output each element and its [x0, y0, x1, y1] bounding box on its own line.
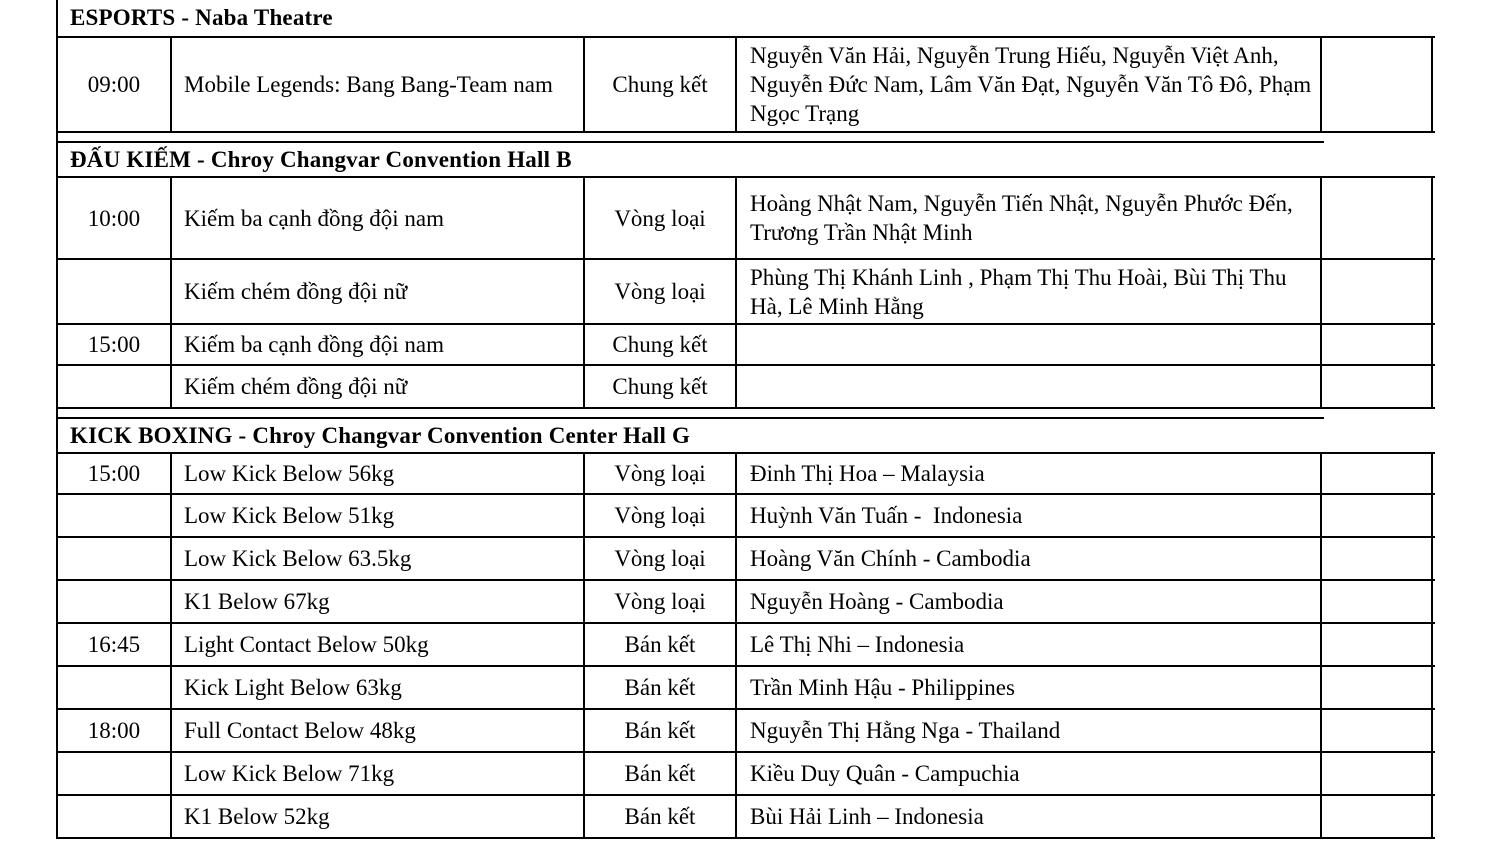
round-cell: [585, 581, 737, 622]
section-dau-kiem: [56, 141, 1435, 409]
event-cell: [172, 710, 585, 751]
schedule-row: [56, 538, 1435, 581]
event-cell: [172, 260, 585, 323]
empty-cell: [1322, 260, 1433, 323]
event-cell: [172, 667, 585, 708]
participants-text: Huỳnh Văn Tuấn - Indonesia: [750, 503, 1023, 528]
section-header-dau-kiem: [56, 141, 1324, 176]
round-cell: [585, 796, 737, 837]
round-text: Vòng loại: [614, 546, 706, 571]
round-text: Vòng loại: [614, 461, 706, 486]
event-text: Full Contact Below 48kg: [184, 718, 416, 743]
empty-cell: [1322, 581, 1433, 622]
participants-text: Hoàng Văn Chính - Cambodia: [750, 546, 1031, 571]
empty-cell: [1322, 667, 1433, 708]
event-text: K1 Below 67kg: [184, 589, 330, 614]
schedule-row: [56, 452, 1435, 495]
empty-cell: [1322, 454, 1433, 493]
empty-cell: [1322, 710, 1433, 751]
event-cell: [172, 454, 585, 493]
time-text: 09:00: [87, 72, 141, 97]
round-cell: [585, 366, 737, 407]
event-cell: [172, 796, 585, 837]
event-text: Mobile Legends: Bang Bang-Team nam: [184, 72, 553, 97]
participants-cell: [737, 624, 1322, 665]
participants-cell: [737, 753, 1322, 794]
participants-cell: [737, 710, 1322, 751]
section-header-kick-boxing: [56, 417, 1324, 452]
round-text: Bán kết: [624, 632, 696, 657]
event-text: Kiếm ba cạnh đồng đội nam: [184, 205, 444, 231]
event-text: Kiếm chém đồng đội nữ: [184, 374, 408, 399]
participants-text: Kiều Duy Quân - Campuchia: [750, 761, 1020, 786]
round-text: Bán kết: [624, 761, 696, 786]
empty-cell: [1322, 753, 1433, 794]
time-cell: [58, 260, 172, 323]
participants-text: Trần Minh Hậu - Philippines: [750, 675, 1015, 700]
event-cell: [172, 538, 585, 579]
round-cell: [585, 495, 737, 536]
empty-cell: [1322, 366, 1433, 407]
time-cell: [58, 624, 172, 665]
round-text: Vòng loại: [614, 279, 706, 304]
section-header-esports: [56, 0, 1324, 36]
schedule-row: [56, 325, 1435, 366]
time-text: 16:45: [87, 632, 141, 657]
participants-cell: [737, 454, 1322, 493]
event-text: Kick Light Below 63kg: [184, 675, 402, 700]
participants-cell: [737, 581, 1322, 622]
time-cell: [58, 753, 172, 794]
round-cell: [585, 710, 737, 751]
event-text: Light Contact Below 50kg: [184, 632, 429, 657]
empty-cell: [1322, 178, 1433, 258]
round-text: Vòng loại: [614, 589, 706, 614]
time-text: 18:00: [87, 718, 141, 743]
time-cell: [58, 667, 172, 708]
participants-text: Lê Thị Nhi – Indonesia: [750, 632, 965, 657]
event-cell: [172, 38, 585, 131]
time-cell: [58, 538, 172, 579]
event-text: K1 Below 52kg: [184, 804, 330, 829]
empty-cell: [1322, 796, 1433, 837]
participants-text: Phùng Thị Khánh Linh , Phạm Thị Thu Hoài, Bùi Thị Thu Hà, Lê Minh Hằng: [750, 264, 1293, 319]
participants-text: Hoàng Nhật Nam, Nguyễn Tiến Nhật, Nguyễn Phước Đến, Trương Trần Nhật Minh: [750, 191, 1299, 245]
participants-cell: [737, 260, 1322, 323]
schedule-row: [56, 624, 1435, 667]
time-text: 10:00: [87, 205, 141, 231]
participants-text: Nguyễn Hoàng - Cambodia: [750, 589, 1004, 614]
schedule-row: [56, 796, 1435, 839]
participants-cell: [737, 667, 1322, 708]
participants-text: Nguyễn Văn Hải, Nguyễn Trung Hiếu, Nguyễn Việt Anh, Nguyễn Đức Nam, Lâm Văn Đạt, Nguyễn Văn Tô Đô, Phạm Ngọc Trạng: [750, 43, 1317, 126]
schedule-row: [56, 753, 1435, 796]
round-cell: [585, 325, 737, 364]
time-text: 15:00: [87, 461, 141, 486]
time-cell: [58, 178, 172, 258]
empty-cell: [1322, 624, 1433, 665]
schedule-row: [56, 581, 1435, 624]
schedule-row: [56, 366, 1435, 409]
round-cell: [585, 667, 737, 708]
section-kick-boxing: [56, 417, 1435, 839]
section-title: ESPORTS - Naba Theatre: [70, 5, 333, 30]
schedule-row: [56, 176, 1435, 260]
schedule-row: [56, 710, 1435, 753]
time-cell: [58, 710, 172, 751]
schedule-row: [56, 667, 1435, 710]
round-text: Chung kết: [612, 374, 708, 399]
event-cell: [172, 624, 585, 665]
event-cell: [172, 753, 585, 794]
time-cell: [58, 581, 172, 622]
participants-cell: [737, 178, 1322, 258]
participants-cell: [737, 366, 1322, 407]
event-cell: [172, 366, 585, 407]
time-cell: [58, 796, 172, 837]
round-text: Chung kết: [612, 332, 708, 357]
event-cell: [172, 495, 585, 536]
empty-cell: [1322, 495, 1433, 536]
participants-text: Nguyễn Thị Hằng Nga - Thailand: [750, 718, 1061, 743]
round-text: Vòng loại: [614, 205, 706, 231]
empty-cell: [1322, 38, 1433, 131]
event-cell: [172, 581, 585, 622]
event-text: Kiếm chém đồng đội nữ: [184, 279, 408, 304]
time-cell: [58, 366, 172, 407]
round-cell: [585, 624, 737, 665]
round-text: Bán kết: [624, 718, 696, 743]
round-text: Bán kết: [624, 675, 696, 700]
time-cell: [58, 325, 172, 364]
schedule-row: [56, 36, 1435, 133]
participants-text: Bùi Hải Linh – Indonesia: [750, 804, 984, 829]
round-cell: [585, 260, 737, 323]
section-title: KICK BOXING - Chroy Changvar Convention Center Hall G: [70, 422, 691, 448]
event-text: Kiếm ba cạnh đồng đội nam: [184, 332, 444, 357]
event-text: Low Kick Below 51kg: [184, 503, 395, 528]
time-cell: [58, 495, 172, 536]
participants-cell: [737, 495, 1322, 536]
round-cell: [585, 538, 737, 579]
time-cell: [58, 38, 172, 131]
round-cell: [585, 178, 737, 258]
schedule-row: [56, 495, 1435, 538]
empty-cell: [1322, 538, 1433, 579]
participants-text: Đinh Thị Hoa – Malaysia: [750, 461, 985, 486]
participants-cell: [737, 325, 1322, 364]
round-cell: [585, 38, 737, 131]
round-cell: [585, 753, 737, 794]
round-text: Chung kết: [612, 72, 708, 97]
event-cell: [172, 178, 585, 258]
schedule-row: [56, 260, 1435, 325]
round-text: Vòng loại: [614, 503, 706, 528]
empty-cell: [1322, 325, 1433, 364]
round-text: Bán kết: [624, 804, 696, 829]
section-title: ĐẤU KIẾM - Chroy Changvar Convention Hall B: [70, 146, 572, 172]
section-esports: [56, 0, 1435, 133]
time-cell: [58, 454, 172, 493]
event-text: Low Kick Below 63.5kg: [184, 546, 412, 571]
participants-cell: [737, 38, 1322, 131]
event-cell: [172, 325, 585, 364]
participants-cell: [737, 538, 1322, 579]
event-text: Low Kick Below 56kg: [184, 461, 395, 486]
round-cell: [585, 454, 737, 493]
participants-cell: [737, 796, 1322, 837]
event-text: Low Kick Below 71kg: [184, 761, 395, 786]
schedule-table: [56, 0, 1435, 839]
time-text: 15:00: [87, 332, 141, 357]
